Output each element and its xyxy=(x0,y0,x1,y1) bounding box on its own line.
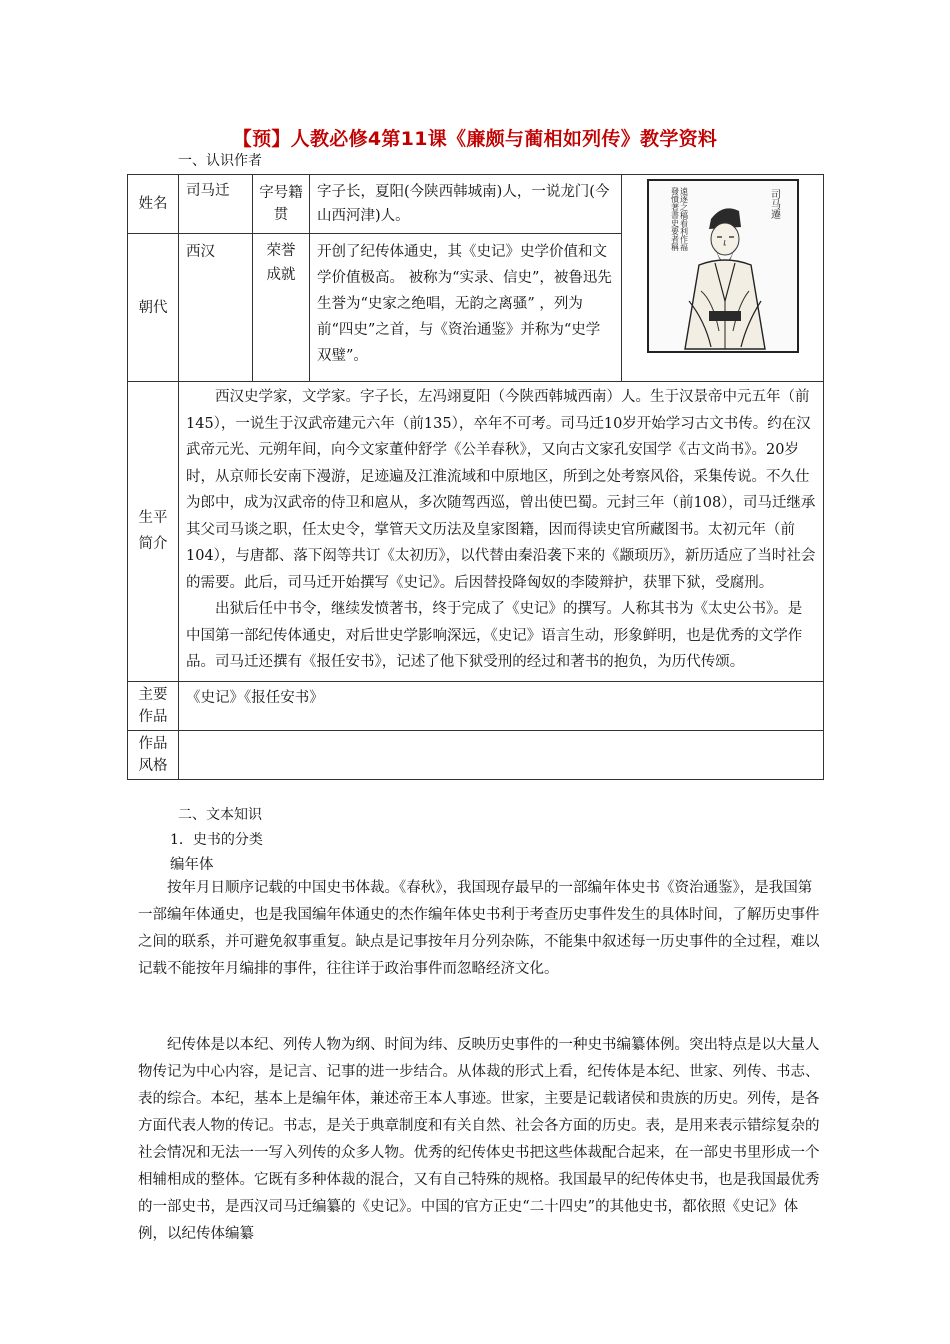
label-works: 主要作品 xyxy=(128,681,179,730)
author-info-table xyxy=(127,174,824,780)
value-dynasty: 西汉 xyxy=(179,234,253,382)
label-courtesy-origin: 字号籍贯 xyxy=(253,175,310,234)
value-biography xyxy=(179,382,824,682)
section-heading-text-knowledge: 二、文本知识 xyxy=(178,807,262,823)
label-dynasty: 朝代 xyxy=(128,234,179,382)
label-biography: 生平简介 xyxy=(128,382,179,682)
heading-chronicle-style: 编年体 xyxy=(170,857,214,873)
value-courtesy-origin: 字子长，夏阳(今陕西韩城南)人，一说龙门(今山西河津)人。 xyxy=(310,175,622,234)
biography-paragraph-2: 出狱后任中书令，继续发愤著书，终于完成了《史记》的撰写。人称其书为《太史公书》。是中国第一部纪传体通史，对后世史学影响深远，《史记》语言生动，形象鲜明，也是优秀的文学作品。司马迁还撰有《报任安书》，记述了他下狱受刑的经过和著书的抱负，为历代传颂。 xyxy=(186,601,803,670)
value-name: 司马迁 xyxy=(179,175,253,234)
label-achievements: 荣誉成就 xyxy=(253,234,310,382)
section-heading-author: 一、认识作者 xyxy=(178,153,262,169)
table-row-works xyxy=(128,681,824,730)
value-achievements: 开创了纪传体通史，其《史记》史学价值和文学价值极高。 被称为“实录、信史”，被鲁迅先生誉为“史家之绝唱，无韵之离骚” ，列为前“四史”之首，与《资治通鉴》并称为“史学双璧”。 xyxy=(310,234,622,382)
label-style: 作品风格 xyxy=(128,730,179,779)
biography-paragraph-1: 西汉史学家，文学家。字子长，左冯翊夏阳（今陕西韩城西南）人。生于汉景帝中元五年（前145），一说生于汉武帝建元六年（前135），卒年不可考。司马迁10岁开始学习古文书传。约在汉武帝元光、元朔年间，向今文家董仲舒学《公羊春秋》，又向古文家孔安国学《古文尚书》。20岁时，从京师长安南下漫游，足迹遍及江淮流域和中原地区，所到之处考察风俗，采集传说。不久仕为郎中，成为汉武帝的侍卫和扈从，多次随驾西巡，曾出使巴蜀。元封三年（前108），司马迁继承其父司马谈之职，任太史令，掌管天文历法及皇家图籍，因而得读史官所藏图书。太初元年（前104），与唐都、落下闳等共订《太初历》，以代替由秦沿袭下来的《颛顼历》，新历适应了当时社会的需要。此后，司马迁开始撰写《史记》。后因替投降匈奴的李陵辩护，获罪下狱，受腐刑。 xyxy=(186,389,816,591)
value-works: 《史记》《报任安书》 xyxy=(179,681,824,730)
subsection-history-book-types: 1．史书的分类 xyxy=(170,832,263,848)
label-name: 姓名 xyxy=(128,175,179,234)
document-title: 【预】人教必修4第11课《廉颇与蔺相如列传》教学资料 xyxy=(232,128,718,150)
table-row-name xyxy=(128,175,824,234)
portrait-caption-name: 司马遷 xyxy=(768,189,780,219)
portrait-caption-text: 遠逐之稿看利作福 發憤著書史要者稱 xyxy=(670,187,689,251)
table-row-biography xyxy=(128,382,824,682)
portrait-cell xyxy=(622,175,824,382)
value-style xyxy=(179,730,824,779)
chronicle-style-paragraph: 按年月日顺序记载的中国史书体裁。《春秋》，我国现存最早的一部编年体史书《资治通鉴》，是我国第一部编年体通史，也是我国编年体通史的杰作编年体史书利于考查历史事件发生的具体时间，了解历史事件之间的联系，并可避免叙事重复。缺点是记事按年月分列杂陈，不能集中叙述每一历史事件的全过程，难以记载不能按年月编排的事件，往往详于政治事件而忽略经济文化。 xyxy=(138,880,820,977)
portrait-icon xyxy=(647,179,799,353)
chronicle-style-paragraph-block xyxy=(138,875,823,983)
table-row-style xyxy=(128,730,824,779)
biographical-style-paragraph-block xyxy=(138,1032,823,1248)
biographical-style-paragraph: 纪传体是以本纪、列传人物为纲、时间为纬、反映历史事件的一种史书编纂体例。突出特点是以大量人物传记为中心内容，是记言、记事的进一步结合。从体裁的形式上看，纪传体是本纪、世家、列传、书志、表的综合。本纪，基本上是编年体，兼述帝王本人事迹。世家，主要是记载诸侯和贵族的历史。列传，是各方面代表人物的传记。书志，是关于典章制度和有关自然、社会各方面的历史。表，是用来表示错综复杂的社会情况和无法一一写入列传的众多人物。优秀的纪传体史书把这些体裁配合起来，在一部史书里形成一个相辅相成的整体。它既有多种体裁的混合，又有自己特殊的规格。我国最早的纪传体史书，也是我国最优秀的一部史书，是西汉司马迁编纂的《史记》。中国的官方正史“二十四史”的其他史书，都依照《史记》体例，以纪传体编纂 xyxy=(138,1037,820,1242)
